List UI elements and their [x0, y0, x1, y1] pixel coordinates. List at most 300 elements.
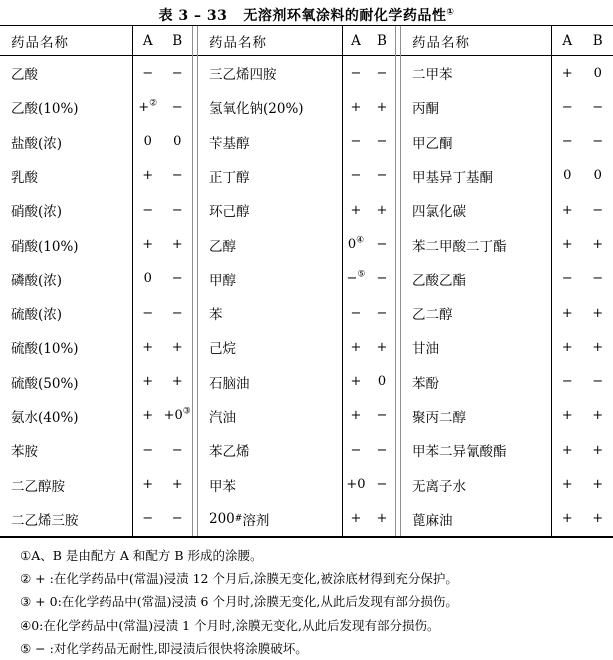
rating-b-value: +	[592, 511, 603, 526]
rating-a	[343, 203, 369, 218]
rating-b	[583, 134, 613, 149]
rating-cell	[133, 90, 192, 124]
chemical-name-cell	[198, 433, 342, 467]
rating-b	[163, 168, 193, 183]
chemical-name: 二乙醇胺	[11, 475, 65, 495]
rating-cell	[343, 90, 395, 124]
chemical-name-cell	[0, 90, 132, 124]
rating-a-value: −	[142, 203, 153, 218]
rating-a-value: +	[142, 237, 153, 252]
rating-cell	[133, 56, 192, 90]
chemical-name-cell	[198, 330, 342, 364]
rating-a	[552, 443, 583, 458]
footnotes	[0, 544, 613, 660]
rating-a	[133, 66, 163, 81]
chemical-name: 200	[209, 511, 235, 527]
chemical-name: 乙酸	[11, 63, 38, 83]
rating-cell	[343, 365, 395, 399]
rating-b	[583, 477, 613, 492]
rating-b-superscript: ③	[183, 407, 191, 417]
chemical-name: 乙酸(10%)	[11, 97, 79, 117]
rating-a-value: +	[351, 408, 362, 423]
rating-cell	[343, 296, 395, 330]
rating-b-value: +	[592, 237, 603, 252]
chemical-name-cell	[401, 399, 551, 433]
rating-a	[343, 340, 369, 355]
chemical-name-cell	[401, 502, 551, 536]
rating-b	[163, 66, 193, 81]
rating-a	[133, 477, 163, 492]
rating-b	[369, 408, 395, 423]
rating-a-value: +	[142, 477, 153, 492]
rating-a-value: −	[351, 443, 362, 458]
chemical-name-cell	[0, 330, 132, 364]
chemical-name: 无离子水	[412, 475, 466, 495]
rating-cell	[552, 90, 613, 124]
rating-b	[369, 477, 395, 492]
rating-b	[163, 340, 193, 355]
chemical-name-cell	[198, 467, 342, 501]
title-footnote-marker: ①	[446, 7, 454, 17]
footnote: ⑤ − :对化学药品无耐性,即浸渍后很快将涂膜破坏。	[0, 637, 613, 660]
chemical-name: 二甲苯	[412, 63, 453, 83]
rating-cell	[343, 433, 395, 467]
column-header-ab	[552, 26, 613, 56]
rating-a	[133, 443, 163, 458]
chemical-name: 氢氧化钠(20%)	[209, 97, 304, 117]
chemical-name: 聚丙二醇	[412, 406, 466, 426]
footnote: ①A、B 是由配方 A 和配方 B 形成的涂腰。	[0, 544, 613, 567]
table-title-text: 无溶剂环氧涂料的耐化学药品性	[243, 8, 446, 24]
rating-a	[343, 237, 369, 252]
rating-a-value: +	[142, 168, 153, 183]
chemical-name: 正丁醇	[209, 166, 250, 186]
chemical-name-cell	[0, 399, 132, 433]
rating-b	[163, 271, 193, 286]
rating-b-value: +	[172, 340, 183, 355]
table-title	[0, 5, 613, 25]
rating-a-value: +	[562, 306, 573, 321]
rating-a-value: −	[351, 168, 362, 183]
rating-column	[343, 26, 395, 536]
rating-b	[583, 237, 613, 252]
rating-b-value: −	[172, 66, 183, 81]
rating-b-value: −	[377, 408, 388, 423]
rating-b-value: −	[377, 271, 388, 286]
name-column	[198, 26, 343, 536]
rating-a	[552, 374, 583, 389]
rating-cell	[343, 399, 395, 433]
rating-cell	[133, 502, 192, 536]
chemical-name: 硫酸(浓)	[11, 303, 62, 323]
chemical-name-cell	[0, 56, 132, 90]
chemical-name-cell	[401, 125, 551, 159]
rating-a-value: +	[142, 408, 153, 423]
chemical-name-cell	[401, 365, 551, 399]
rating-b	[163, 511, 193, 526]
rating-cell	[552, 56, 613, 90]
rating-a-value: −	[142, 66, 153, 81]
rating-b-value: −	[377, 306, 388, 321]
chemical-name-cell	[198, 56, 342, 90]
chemical-name: 氨水(40%)	[11, 406, 79, 426]
rating-a	[552, 66, 583, 81]
chemical-name: 乙酸乙酯	[412, 269, 466, 289]
column-header-name: 药品名称	[198, 26, 342, 56]
chemical-name-cell	[0, 262, 132, 296]
rating-a-value: +	[562, 408, 573, 423]
chemical-name: 盐酸(浓)	[11, 132, 62, 152]
chemical-name-cell	[0, 125, 132, 159]
chemical-name: 甲苯二异氰酸酯	[412, 440, 507, 460]
rating-b-value: +	[592, 340, 603, 355]
chemical-name-cell	[198, 159, 342, 193]
rating-b-value: −	[172, 511, 183, 526]
rating-a	[343, 271, 369, 286]
chemical-name-cell	[0, 433, 132, 467]
chemical-name-cell	[401, 467, 551, 501]
rating-a-value: +	[562, 203, 573, 218]
rating-a-value: +	[351, 511, 362, 526]
rating-b	[583, 100, 613, 115]
chemical-name: 蓖麻油	[412, 509, 453, 529]
rating-cell	[343, 467, 395, 501]
chemical-name: 乙醇	[209, 235, 236, 255]
rating-a-value: 0	[144, 271, 152, 286]
rating-a	[343, 511, 369, 526]
rating-b-value: +	[592, 306, 603, 321]
rating-cell	[552, 433, 613, 467]
rating-a-value: +	[562, 477, 573, 492]
chemical-name: 甲苯	[209, 475, 236, 495]
rating-a	[133, 340, 163, 355]
rating-cell	[133, 159, 192, 193]
chemical-name-cell	[0, 159, 132, 193]
rating-b-value: −	[172, 306, 183, 321]
rating-cell	[133, 433, 192, 467]
rating-cell	[343, 502, 395, 536]
rating-b	[163, 203, 193, 218]
footnote: ④0:在化学药品中(常温)浸渍 1 个月时,涂膜无变化,从此后发现有部分损伤。	[0, 614, 613, 637]
rating-b-value: −	[172, 100, 183, 115]
rating-a-value: +	[562, 511, 573, 526]
rating-a	[552, 271, 583, 286]
rating-a	[343, 66, 369, 81]
chemical-name-tail: 溶剂	[242, 509, 269, 529]
rating-b-value: −	[592, 203, 603, 218]
rating-b	[369, 100, 395, 115]
rating-a	[133, 203, 163, 218]
rating-b	[583, 271, 613, 286]
rating-cell	[133, 227, 192, 261]
rating-b	[369, 374, 395, 389]
rating-a	[343, 134, 369, 149]
rating-b	[583, 443, 613, 458]
rating-cell	[133, 125, 192, 159]
rating-a	[133, 306, 163, 321]
rating-a-value: +0	[346, 477, 365, 492]
column-header-ab	[133, 26, 192, 56]
rating-a-superscript: ⑤	[357, 270, 365, 280]
chemical-name-cell	[198, 296, 342, 330]
chemical-name: 二乙烯三胺	[11, 509, 79, 529]
rating-b-value: +	[592, 408, 603, 423]
rating-a-value: −	[351, 66, 362, 81]
rating-a-value: −	[562, 271, 573, 286]
rating-b	[583, 374, 613, 389]
rating-b	[583, 203, 613, 218]
column-header-b: B	[163, 33, 193, 49]
rating-a	[552, 237, 583, 252]
chemical-name: 乳酸	[11, 166, 38, 186]
rating-a	[343, 477, 369, 492]
rating-a	[343, 374, 369, 389]
rating-b-value: −	[172, 168, 183, 183]
rating-b-value: 0	[594, 66, 602, 81]
rating-b	[163, 237, 193, 252]
chemical-name-cell	[0, 296, 132, 330]
rating-b	[583, 511, 613, 526]
rating-a-value: +	[562, 66, 573, 81]
chemical-name-cell	[401, 193, 551, 227]
rating-b-value: −	[377, 66, 388, 81]
rating-a	[343, 168, 369, 183]
chemical-name-cell	[0, 467, 132, 501]
rating-a-value: −	[142, 443, 153, 458]
rating-a-value: −	[562, 374, 573, 389]
rating-cell	[133, 467, 192, 501]
rating-a	[133, 408, 163, 423]
chemical-name: 甲乙酮	[412, 132, 453, 152]
rating-cell	[552, 502, 613, 536]
rating-b	[583, 66, 613, 81]
rating-cell	[133, 262, 192, 296]
rating-a-value: +	[351, 340, 362, 355]
rating-a-value: +	[351, 100, 362, 115]
rating-b-value: +	[377, 511, 388, 526]
rating-a	[552, 134, 583, 149]
rating-a	[552, 203, 583, 218]
rating-b	[369, 203, 395, 218]
rating-cell	[552, 399, 613, 433]
rating-b-value: +	[172, 477, 183, 492]
rating-b-value: −	[172, 271, 183, 286]
rating-a-superscript: ④	[356, 236, 364, 246]
rating-a-value: −	[562, 134, 573, 149]
rating-a	[343, 443, 369, 458]
column-header-a: A	[343, 33, 369, 49]
rating-cell	[343, 262, 395, 296]
rating-a	[552, 408, 583, 423]
rating-a-superscript: ②	[149, 99, 157, 109]
rating-b-value: +	[592, 443, 603, 458]
column-header-b: B	[369, 33, 395, 49]
rating-b-value: −	[377, 168, 388, 183]
rating-b	[163, 100, 193, 115]
rating-cell	[133, 330, 192, 364]
rating-b	[369, 66, 395, 81]
rating-b-value: −	[592, 374, 603, 389]
rating-b	[369, 340, 395, 355]
chemical-name: 硝酸(10%)	[11, 235, 79, 255]
table-number: 表 3 – 33	[159, 8, 228, 24]
rating-a-value: +	[562, 237, 573, 252]
chemical-name: 甘油	[412, 337, 439, 357]
rating-b-value: 0	[173, 134, 181, 149]
chemical-name: 苯二甲酸二丁酯	[412, 235, 507, 255]
rating-b-value: −	[377, 477, 388, 492]
rating-b	[369, 168, 395, 183]
rating-a-value: −	[351, 306, 362, 321]
chemical-name-cell	[198, 193, 342, 227]
chemical-table	[0, 25, 613, 538]
chemical-name: 苯乙烯	[209, 440, 250, 460]
chemical-name-cell	[401, 56, 551, 90]
rating-a-value: +	[351, 374, 362, 389]
rating-cell	[133, 296, 192, 330]
rating-column	[133, 26, 192, 536]
rating-b	[163, 134, 193, 149]
chemical-name: 苯胺	[11, 440, 38, 460]
footnote: ③ + 0:在化学药品中(常温)浸渍 6 个月时,涂膜无变化,从此后发现有部分损伤。	[0, 590, 613, 613]
rating-b	[163, 443, 193, 458]
rating-a-value: 0	[348, 237, 356, 252]
rating-cell	[552, 467, 613, 501]
rating-b-value: +0	[164, 408, 183, 423]
rating-a	[133, 237, 163, 252]
rating-b-value: +	[172, 237, 183, 252]
rating-b	[369, 443, 395, 458]
rating-b-value: −	[592, 134, 603, 149]
rating-a	[133, 374, 163, 389]
rating-b	[583, 340, 613, 355]
rating-cell	[552, 193, 613, 227]
rating-b	[369, 511, 395, 526]
column-header-b: B	[583, 33, 613, 49]
rating-b-value: −	[377, 237, 388, 252]
name-column	[0, 26, 133, 536]
rating-b-value: +	[592, 477, 603, 492]
chemical-name-cell	[198, 125, 342, 159]
rating-cell	[552, 262, 613, 296]
rating-a-value: 0	[563, 168, 571, 183]
rating-b	[369, 237, 395, 252]
chemical-name: 苯	[209, 303, 223, 323]
chemical-name: 乙二醇	[412, 303, 453, 323]
chemical-name: 苄基醇	[209, 132, 250, 152]
chemical-name-cell	[0, 227, 132, 261]
rating-a-value: +	[351, 203, 362, 218]
rating-cell	[343, 125, 395, 159]
rating-a	[552, 511, 583, 526]
chemical-name-cell	[198, 262, 342, 296]
chemical-name-cell	[198, 227, 342, 261]
rating-cell	[343, 193, 395, 227]
rating-a	[552, 306, 583, 321]
rating-b	[369, 271, 395, 286]
column-header-name: 药品名称	[0, 26, 132, 56]
chemical-name-cell	[401, 330, 551, 364]
rating-cell	[343, 159, 395, 193]
rating-b-value: −	[172, 443, 183, 458]
rating-b-value: −	[172, 203, 183, 218]
rating-a-value: −	[562, 100, 573, 115]
rating-b	[583, 168, 613, 183]
chemical-name-cell	[401, 227, 551, 261]
chemical-name-cell	[401, 262, 551, 296]
rating-a-value: +	[562, 443, 573, 458]
rating-cell	[343, 330, 395, 364]
group-separator-header-segment	[193, 26, 197, 56]
rating-cell	[552, 159, 613, 193]
rating-a	[343, 306, 369, 321]
rating-cell	[552, 330, 613, 364]
chemical-name-cell	[198, 399, 342, 433]
rating-a-value: +	[142, 340, 153, 355]
rating-b-value: +	[172, 374, 183, 389]
rating-cell	[133, 365, 192, 399]
rating-cell	[133, 399, 192, 433]
chemical-name: 四氯化碳	[412, 200, 466, 220]
rating-a-value: −	[347, 271, 358, 286]
rating-a-value: −	[351, 134, 362, 149]
chemical-name-cell	[401, 433, 551, 467]
rating-b-value: −	[377, 443, 388, 458]
rating-a	[343, 408, 369, 423]
column-header-a: A	[552, 33, 583, 49]
rating-a-value: +	[138, 100, 149, 115]
rating-b-value: 0	[378, 374, 386, 389]
rating-b-value: 0	[594, 168, 602, 183]
rating-a	[552, 168, 583, 183]
chemical-name: 三乙烯四胺	[209, 63, 277, 83]
rating-b	[163, 306, 193, 321]
rating-a-value: +	[142, 374, 153, 389]
rating-a-value: 0	[144, 134, 152, 149]
rating-a	[133, 168, 163, 183]
rating-a-value: −	[142, 511, 153, 526]
footnote: ② + :在化学药品中(常温)浸渍 12 个月后,涂膜无变化,被涂底材得到充分保护。	[0, 567, 613, 590]
rating-b	[583, 408, 613, 423]
chemical-name: 硫酸(50%)	[11, 372, 79, 392]
column-header-name: 药品名称	[401, 26, 551, 56]
chemical-name-cell	[198, 90, 342, 124]
chemical-name: 磷酸(浓)	[11, 269, 62, 289]
chemical-name: 丙酮	[412, 97, 439, 117]
chemical-name: 苯酚	[412, 372, 439, 392]
rating-b	[583, 306, 613, 321]
rating-cell	[552, 125, 613, 159]
column-header-a: A	[133, 33, 163, 49]
rating-a-value: +	[562, 340, 573, 355]
rating-a	[133, 134, 163, 149]
chemical-name: 汽油	[209, 406, 236, 426]
rating-b	[369, 134, 395, 149]
rating-a-value: −	[142, 306, 153, 321]
chemical-name-cell	[198, 365, 342, 399]
rating-a	[133, 271, 163, 286]
rating-cell	[343, 56, 395, 90]
rating-a	[552, 100, 583, 115]
rating-cell	[552, 296, 613, 330]
chemical-name: 己烷	[209, 337, 236, 357]
chemical-name-cell: 200 # 溶剂	[198, 502, 342, 536]
rating-b	[369, 306, 395, 321]
group-separator-header-segment	[396, 26, 400, 56]
rating-b	[163, 477, 193, 492]
chemical-name: 甲基异丁基酮	[412, 166, 493, 186]
rating-column	[552, 26, 613, 536]
